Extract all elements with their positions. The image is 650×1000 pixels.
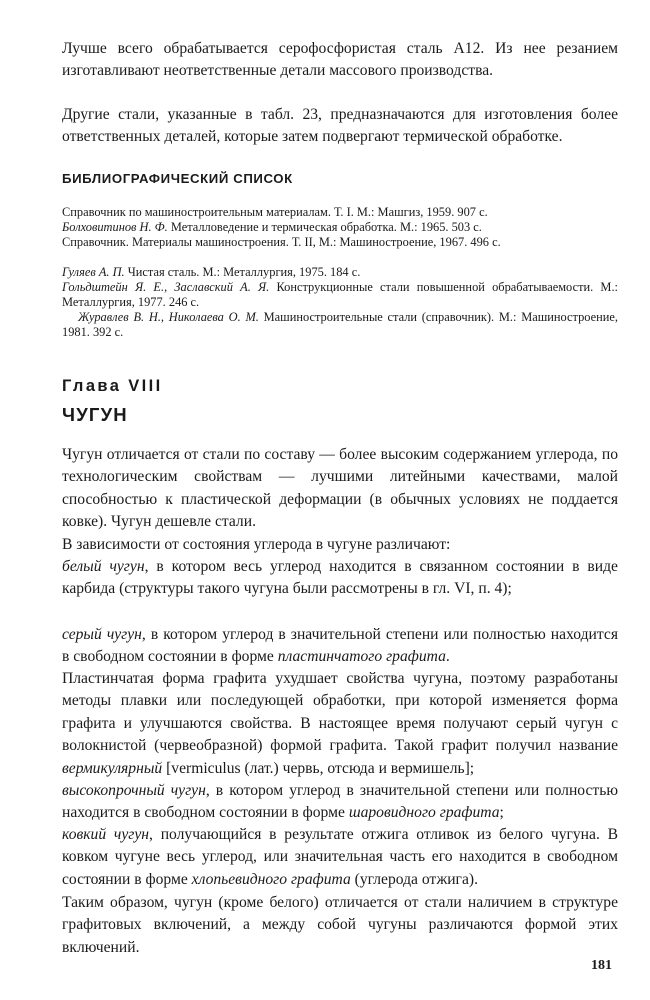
bibliography-heading: БИБЛИОГРАФИЧЕСКИЙ СПИСОК <box>62 171 293 186</box>
page-number: 181 <box>591 958 612 973</box>
body-paragraph-1: Чугун отличается от стали по составу — более высоким содержанием углерода, по технологическим свойствам — лучшими литейными качествами, малой способностью к пластической деформации (в обычных условиях не поддается ковке). Чугун дешевле стали. <box>62 446 618 531</box>
bib-entry-1: Справочник по машиностроительным материалам. Т. I. М.: Машгиз, 1959. 907 с. <box>62 205 488 219</box>
intro-paragraph-2: Другие стали, указанные в табл. 23, предназначаются для изготовления более ответственных деталей, которые затем подвергают термической обработке. <box>62 106 618 146</box>
chapter-number: Глава VIII <box>62 377 163 395</box>
list-item-grey-iron: серый чугун, в котором углерод в значительной степени или полностью находится в свободном состоянии в форме пластинчатого графита. <box>62 626 619 666</box>
intro-paragraph-1: Лучше всего обрабатывается серофосфористая сталь А12. Из нее резанием изготавливают неответственные детали массового производства. <box>62 40 618 80</box>
bib-entry-3: Справочник. Материалы машиностроения. Т. II, М.: Машиностроение, 1967. 496 с. <box>62 235 501 249</box>
term-lamellar-graphite: пластинчатого графита <box>277 648 446 666</box>
bib-entry-author: Журавлев В. Н., Николаева О. М. <box>78 310 259 324</box>
list-item-malleable-iron: ковкий чугун, получающийся в результате отжига отливок из белого чугуна. В ковком чугуне весь углерод, или значительная часть его находится в свободном состоянии в форме хлопьевидного графита (углерода отжига). <box>62 826 619 888</box>
bib-entry-2: Болховитинов Н. Ф. Металловедение и термическая обработка. М.: 1965. 503 с. <box>62 220 482 234</box>
list-item-white-iron: белый чугун, в котором весь углерод находится в связанном состоянии в виде карбида (структуры такого чугуна были рассмотрены в гл. VI, п. 4); <box>62 558 618 598</box>
bib-entry-6: Журавлев В. Н., Николаева О. М. Машиностроительные стали (справочник). М.: Машиностроение, 1981. 392 с. <box>62 310 619 339</box>
bib-entry-4: Гуляев А. П. Чистая сталь. М.: Металлургия, 1975. 184 с. <box>62 265 361 279</box>
bib-entry-5: Гольдштейн Я. Е., Заславский А. Я. Конструкционные стали повышенной обрабатываемости. М.: Металлургия, 1977. 246 с. <box>62 280 618 309</box>
term-malleable-iron: ковкий чугун <box>62 826 150 843</box>
body-paragraph-2: В зависимости от состояния углерода в чугуне различают: <box>62 536 451 553</box>
bib-entry-author: Гольдштейн Я. Е., Заславский А. Я. <box>62 280 270 294</box>
body-paragraph-3: Пластинчатая форма графита ухудшает свойства чугуна, поэтому разработаны методы плавки или последующей обработки, при которой изменяется форма графита и улучшаются свойства. В настоящее время получают серый чугун с волокнистой (червеобразной) формой графита. Такой графит получил название вермикулярный [vermiculus (лат.) червь, отсюда и вермишель]; <box>62 670 618 777</box>
body-paragraph-4: Таким образом, чугун (кроме белого) отличается от стали наличием в структуре графитовых включений, а между собой чугуны различаются формой этих включений. <box>62 894 618 956</box>
chapter-title: ЧУГУН <box>62 404 128 425</box>
term-vermicular: вермикулярный <box>62 759 163 777</box>
list-item-high-strength-iron: высокопрочный чугун, в котором углерод в значительной степени или полностью находится в свободном состоянии в форме шаровидного графита; <box>62 782 618 822</box>
bib-entry-author: Гуляев А. П. <box>62 265 125 279</box>
term-spheroidal-graphite: шаровидного графита <box>348 804 500 822</box>
term-flake-graphite: хлопьевидного графита <box>191 870 351 888</box>
term-grey-iron: серый чугун <box>62 626 142 643</box>
term-white-iron: белый чугун <box>62 558 145 575</box>
bib-entry-author: Болховитинов Н. Ф. <box>62 220 168 234</box>
term-high-strength-iron: высокопрочный чугун <box>62 782 206 799</box>
